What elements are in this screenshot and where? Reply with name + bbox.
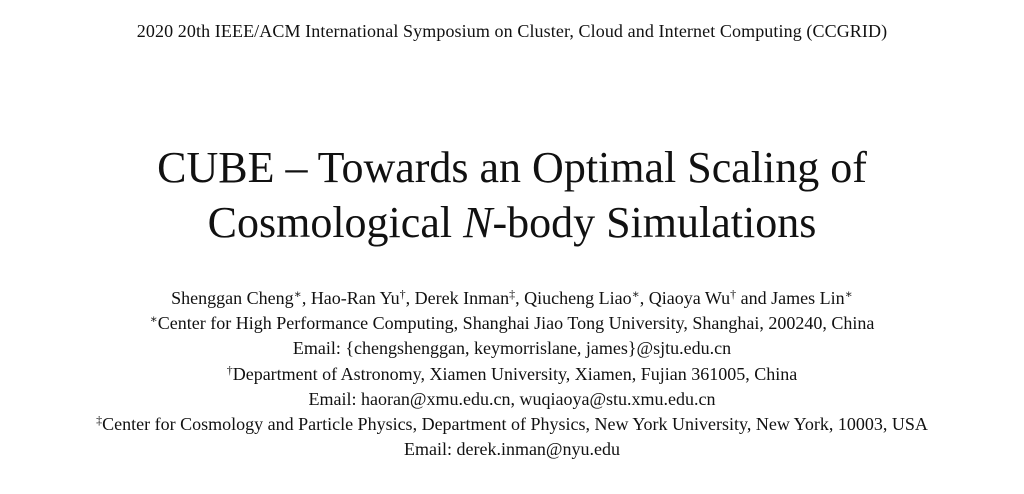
title-line-2-italic: N <box>463 198 493 247</box>
author-name: Derek Inman <box>414 288 510 308</box>
affiliation-mark: † <box>226 362 233 377</box>
paper-title <box>0 140 1024 250</box>
title-line-2 <box>0 195 1024 250</box>
author-name: Shenggan Cheng <box>171 288 294 308</box>
author-separator: , <box>515 288 525 308</box>
affiliation-mark: ∗ <box>149 312 158 327</box>
email-line: Email: haoran@xmu.edu.cn, wuqiaoya@stu.xmu.edu.cn <box>308 388 716 409</box>
title-line-2-post: -body Simulations <box>492 198 817 247</box>
author-name: Qiucheng Liao <box>524 288 632 308</box>
affiliation-line <box>0 362 1024 387</box>
author-affiliation-mark: ‡ <box>509 287 516 301</box>
email-line: Email: {chengshenggan, keymorrislane, james}@sjtu.edu.cn <box>292 338 732 359</box>
author-list <box>0 286 1024 311</box>
title-line-1: CUBE – Towards an Optimal Scaling of <box>157 143 867 192</box>
author-affiliation-mark: ∗ <box>631 287 640 301</box>
author-name: James Lin <box>771 288 845 308</box>
affiliation-line <box>0 412 1024 437</box>
author-affiliation-mark: † <box>730 287 737 301</box>
author-affiliation-mark: ∗ <box>293 287 302 301</box>
author-name: Qiaoya Wu <box>648 288 731 308</box>
author-affiliation-mark: ∗ <box>844 287 853 301</box>
affiliation-text: Department of Astronomy, Xiamen University, Xiamen, Fujian 361005, China <box>232 363 798 384</box>
affiliation-mark: ‡ <box>96 413 103 428</box>
author-block <box>0 286 1024 462</box>
title-line-2-pre: Cosmological <box>207 198 464 247</box>
affiliation-line <box>0 311 1024 336</box>
author-affiliation-mark: † <box>399 287 406 301</box>
email-line: Email: derek.inman@nyu.edu <box>403 439 621 460</box>
author-separator: , <box>639 288 649 308</box>
author-separator: , <box>405 288 415 308</box>
conference-header: 2020 20th IEEE/ACM International Symposium on Cluster, Cloud and Internet Computing (CCGRID) <box>136 21 888 41</box>
author-separator: and <box>736 288 772 308</box>
affiliation-text: Center for Cosmology and Particle Physics, Department of Physics, New York University, New York, 10003, USA <box>102 414 928 435</box>
author-separator: , <box>301 288 311 308</box>
affiliation-text: Center for High Performance Computing, Shanghai Jiao Tong University, Shanghai, 200240, China <box>157 313 875 334</box>
author-name: Hao-Ran Yu <box>310 288 400 308</box>
